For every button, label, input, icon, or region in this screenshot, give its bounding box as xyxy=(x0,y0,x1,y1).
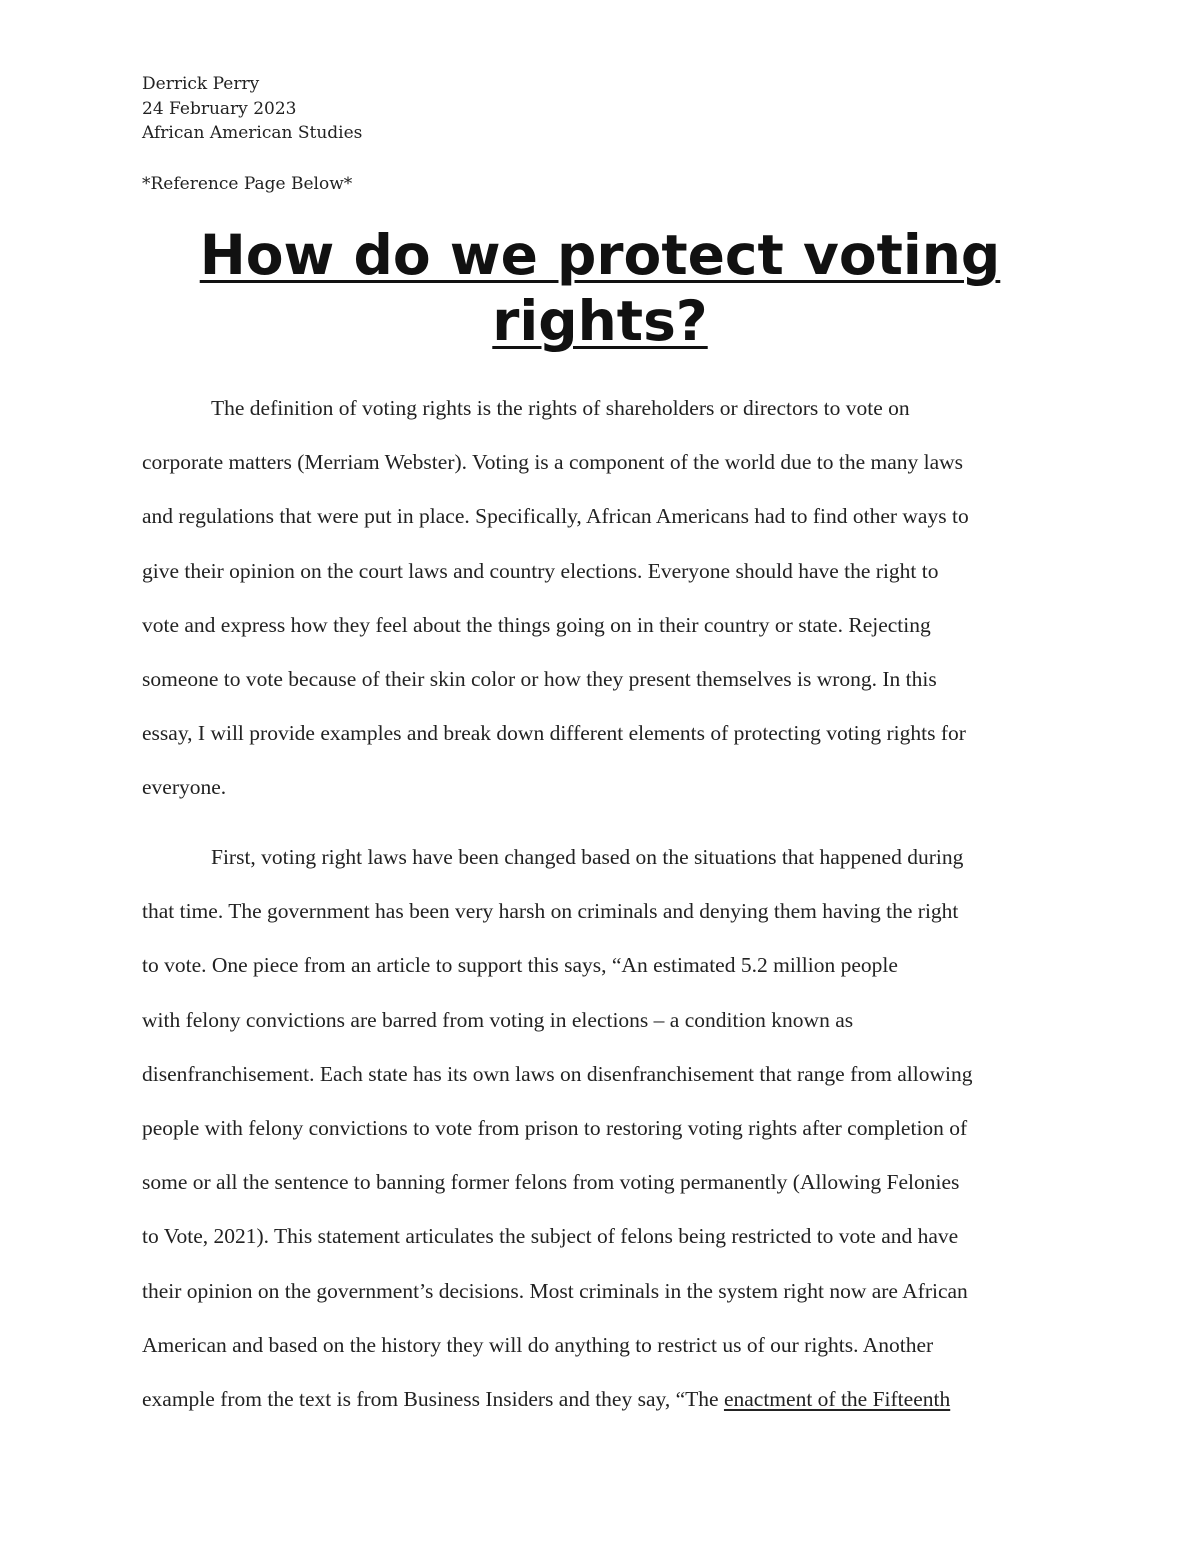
paragraph-2 xyxy=(142,841,973,1437)
paragraph-line: vote and express how they feel about the things going on in their country or state. Rejecting xyxy=(142,612,931,637)
paragraph-line: some or all the sentence to banning former felons from voting permanently (Allowing Felonies xyxy=(142,1170,960,1195)
paragraph-line: people with felony convictions to vote from prison to restoring voting rights after completion of xyxy=(142,1115,968,1140)
title-line-1: How do we protect voting xyxy=(199,223,1001,287)
paragraph-line: their opinion on the government’s decisions. Most criminals in the system right now are African xyxy=(142,1278,968,1303)
paragraph-line: with felony convictions are barred from voting in elections – a condition known as xyxy=(142,1007,854,1032)
paragraph-line: First, voting right laws have been changed based on the situations that happened during xyxy=(211,845,964,869)
paragraph-line: to Vote, 2021). This statement articulates the subject of felons being restricted to vote and have xyxy=(142,1224,959,1249)
title-line-2: rights? xyxy=(492,289,708,353)
paragraph-line-last xyxy=(142,1383,973,1437)
paragraph-line: disenfranchisement. Each state has its own laws on disenfranchisement that range from allowing xyxy=(142,1061,973,1086)
paragraph-line: to vote. One piece from an article to support this says, “An estimated 5.2 million people xyxy=(142,953,898,978)
paragraph-line: everyone. xyxy=(142,775,227,800)
hyperlink-text[interactable]: enactment of the Fifteenth xyxy=(723,1386,951,1411)
paragraph-line: someone to vote because of their skin color or how they present themselves is wrong. In this xyxy=(142,666,937,691)
paragraph-line: American and based on the history they will do anything to restrict us of our rights. Another xyxy=(142,1332,934,1357)
author-name: Derrick Perry xyxy=(142,74,260,94)
paragraph-line: and regulations that were put in place. Specifically, African Americans had to find other ways to xyxy=(142,504,969,529)
paragraph-line: The definition of voting rights is the rights of shareholders or directors to vote on xyxy=(211,396,910,420)
essay-date: 24 February 2023 xyxy=(142,98,297,119)
page-title xyxy=(142,222,1058,354)
reference-note: *Reference Page Below* xyxy=(142,174,353,194)
course-name: African American Studies xyxy=(142,123,363,143)
paragraph-line: essay, I will provide examples and break down different elements of protecting voting rights for xyxy=(142,721,966,746)
paragraph-1 xyxy=(142,392,969,826)
paragraph-line: corporate matters (Merriam Webster). Voting is a component of the world due to the many laws xyxy=(142,450,964,475)
paragraph-line: give their opinion on the court laws and country elections. Everyone should have the right to xyxy=(142,558,939,583)
header-block xyxy=(142,72,362,146)
paragraph-line: that time. The government has been very harsh on criminals and denying them having the right xyxy=(142,899,959,924)
paragraph-text: example from the text is from Business Insiders and they say, “The xyxy=(142,1386,724,1411)
